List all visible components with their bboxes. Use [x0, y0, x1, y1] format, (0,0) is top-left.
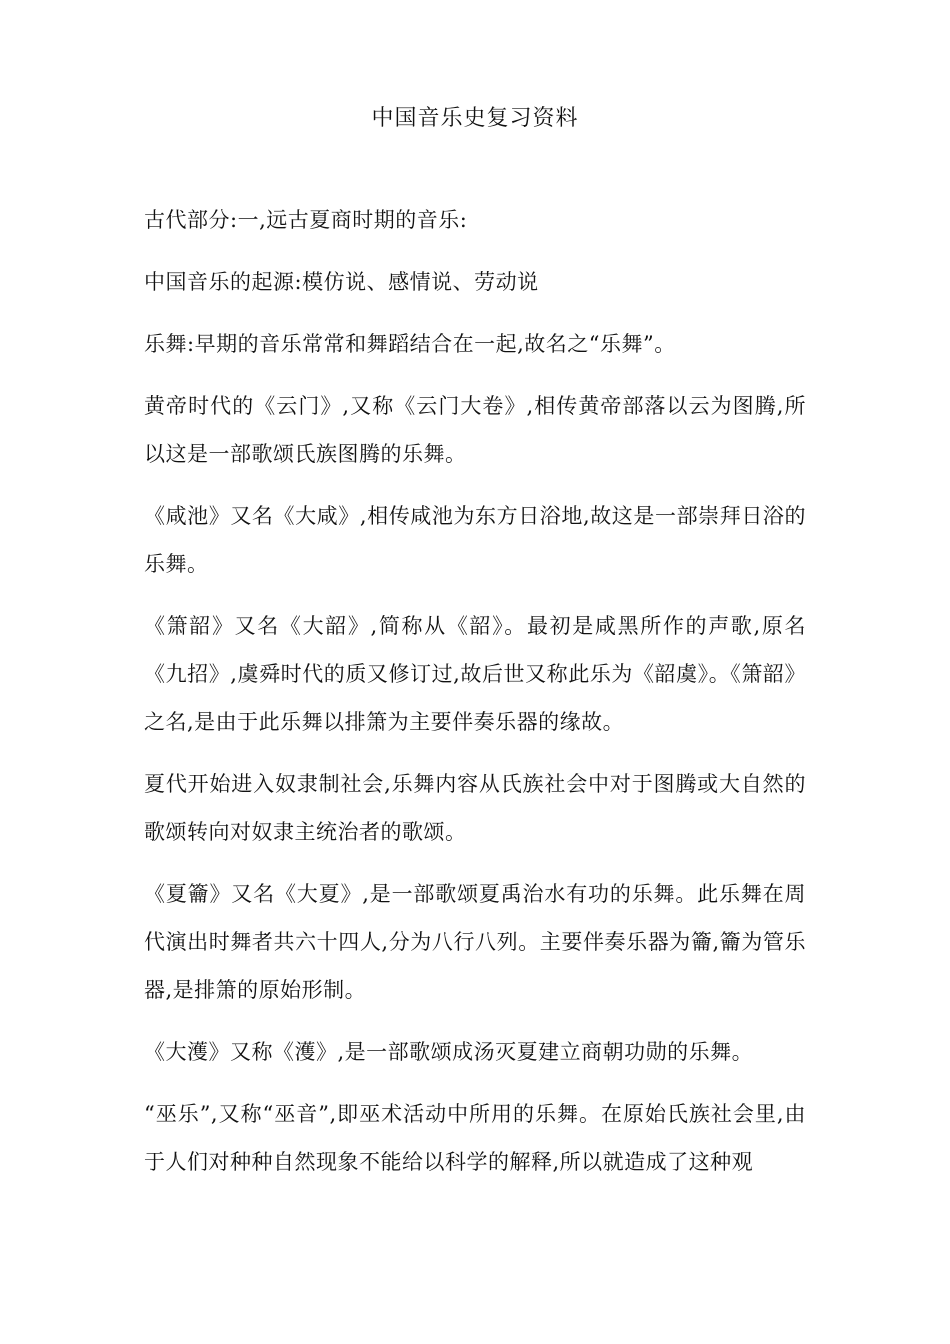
section-heading: 古代部分:一,远古夏商时期的音乐: [144, 208, 468, 232]
paragraph-wuyue: “巫乐”,又称“巫音”,即巫术活动中所用的乐舞。在原始氏族社会里,由于人们对种种自然现象不能给以科学的解释,所以就造成了这种观 [144, 1102, 806, 1174]
paragraph-xiayue: 《夏籥》又名《大夏》,是一部歌颂夏禹治水有功的乐舞。此乐舞在周代演出时舞者共六十四人,分为八行八列。主要伴奏乐器为籥,籥为管乐器,是排箫的原始形制。 [144, 882, 806, 1002]
paragraph-origins: 中国音乐的起源:模仿说、感情说、劳动说 [144, 270, 539, 294]
paragraph-xianchi: 《咸池》又名《大咸》,相传咸池为东方日浴地,故这是一部崇拜日浴的乐舞。 [144, 504, 806, 576]
document-body [144, 196, 806, 1200]
paragraph-xia-dynasty: 夏代开始进入奴隶制社会,乐舞内容从氏族社会中对于图腾或大自然的歌颂转向对奴隶主统治者的歌颂。 [144, 772, 806, 844]
paragraph-yunmen: 黄帝时代的《云门》,又称《云门大卷》,相传黄帝部落以云为图腾,所以这是一部歌颂氏族图腾的乐舞。 [144, 394, 806, 466]
paragraph-yuewu: 乐舞:早期的音乐常常和舞蹈结合在一起,故名之“乐舞”。 [144, 332, 676, 356]
paragraph-dahuo: 《大濩》又称《濩》,是一部歌颂成汤灭夏建立商朝功勋的乐舞。 [144, 1040, 754, 1064]
document-title: 中国音乐史复习资料 [371, 106, 579, 131]
paragraph-xiaoshao: 《箫韶》又名《大韶》,简称从《韶》。最初是咸黑所作的声歌,原名《九招》,虞舜时代的质又修订过,故后世又称此乐为《韶虞》。《箫韶》之名,是由于此乐舞以排箫为主要伴奏乐器的缘故。 [144, 614, 806, 734]
